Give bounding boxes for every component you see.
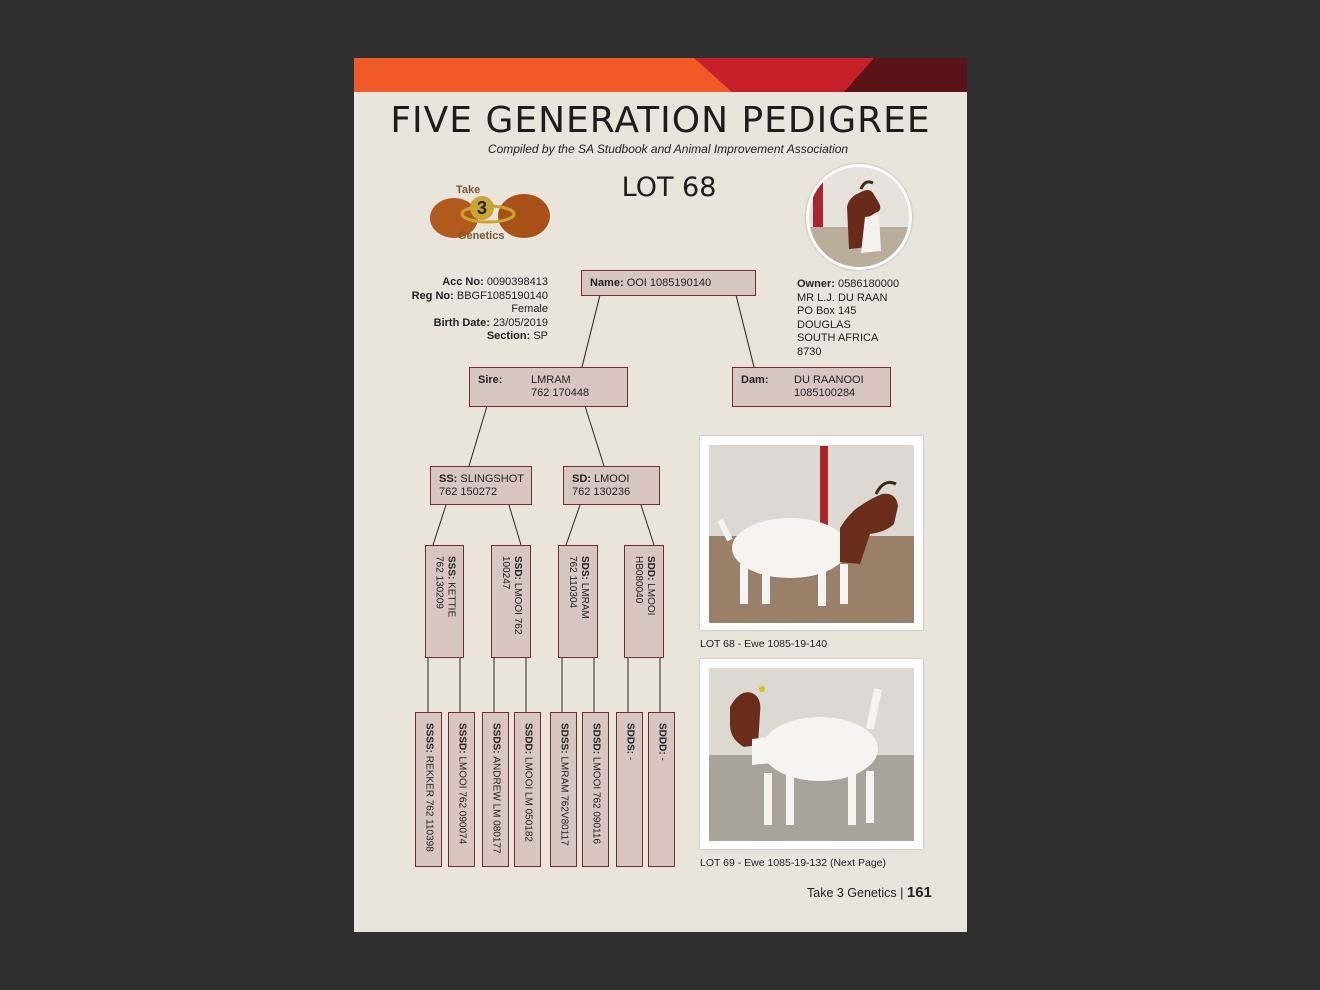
sire-reg: 762 170448 [531,387,590,399]
sdds-box: SDDS: - [616,712,643,867]
logo-text-take: Take [456,184,481,196]
birth-date-row: Birth Date: 23/05/2019 [433,316,548,329]
sssd-box: SSSD: LMOOI 762 090074 [448,712,475,867]
sdd-box: SDD: LMOOI HB080040 [624,545,664,658]
logo-text-genetics: Genetics [458,230,505,242]
owner-postcode: 8730 [797,345,822,358]
reg-no-row: Reg No: BBGF1085190140 [411,289,548,302]
goat-photo-lot-68 [700,436,923,630]
footer-brand: Take 3 Genetics [807,886,897,900]
photo-caption-lot-68: LOT 68 - Ewe 1085-19-140 [700,638,828,650]
sdsd-box: SDSD: LMOOI 762 090116 [582,712,609,867]
dam-name: DU RAANOOI [794,374,864,386]
ssss-box: SSSS: REKKER 762 110398 [415,712,442,867]
page-number: 161 [906,884,932,901]
sss-box: SSS: KETTIE 762 130209 [425,545,464,658]
photo-caption-lot-69: LOT 69 - Ewe 1085-19-132 (Next Page) [700,857,886,869]
acc-no-row: Acc No: 0090398413 [442,276,548,288]
sddd-box: SDDD: - [648,712,675,867]
page-subtitle: Compiled by the SA Studbook and Animal Improvement Association [487,142,849,156]
ssd-box: SSD: LMOOI 762 100247 [491,545,531,658]
owner-id-row: Owner: 0586180000 [797,278,900,290]
ss-box: SS: SLINGSHOT 762 150272 [430,466,532,505]
sds-box: SDS: LMRAM 762 110304 [558,545,598,658]
lot-number: LOT 68 [621,172,717,203]
goat-photo-lot-69 [700,659,923,849]
owner-address-2: DOUGLAS [797,318,851,331]
sire-name: LMRAM [531,374,571,386]
ssds-box: SSDS: ANDREW LM 080177 [482,712,509,867]
page-title: FIVE GENERATION PEDIGREE [390,100,931,141]
pedigree-page [354,58,967,932]
page-footer: Take 3 Genetics | 161 [807,884,932,901]
ssdd-box: SSDD: LMOOI LM 050182 [514,712,541,867]
sex-row: Female [511,303,548,315]
sd-box: SD: LMOOI 762 130236 [563,466,660,505]
sdss-box: SDSS: LMRAM 762V80117 [550,712,577,867]
owner-name: MR L.J. DU RAAN [797,291,888,304]
dam-reg: 1085100284 [794,387,856,399]
section-row: Section: SP [486,330,548,342]
owner-country: SOUTH AFRICA [797,332,879,344]
logo-number: 3 [470,196,494,220]
sire-box: Sire: LMRAM 762 170448 [469,367,628,407]
dam-box: Dam: DU RAANOOI 1085100284 [732,367,891,407]
name-box: Name: OOI 1085190140 [581,270,756,296]
owner-address-1: PO Box 145 [797,305,857,317]
